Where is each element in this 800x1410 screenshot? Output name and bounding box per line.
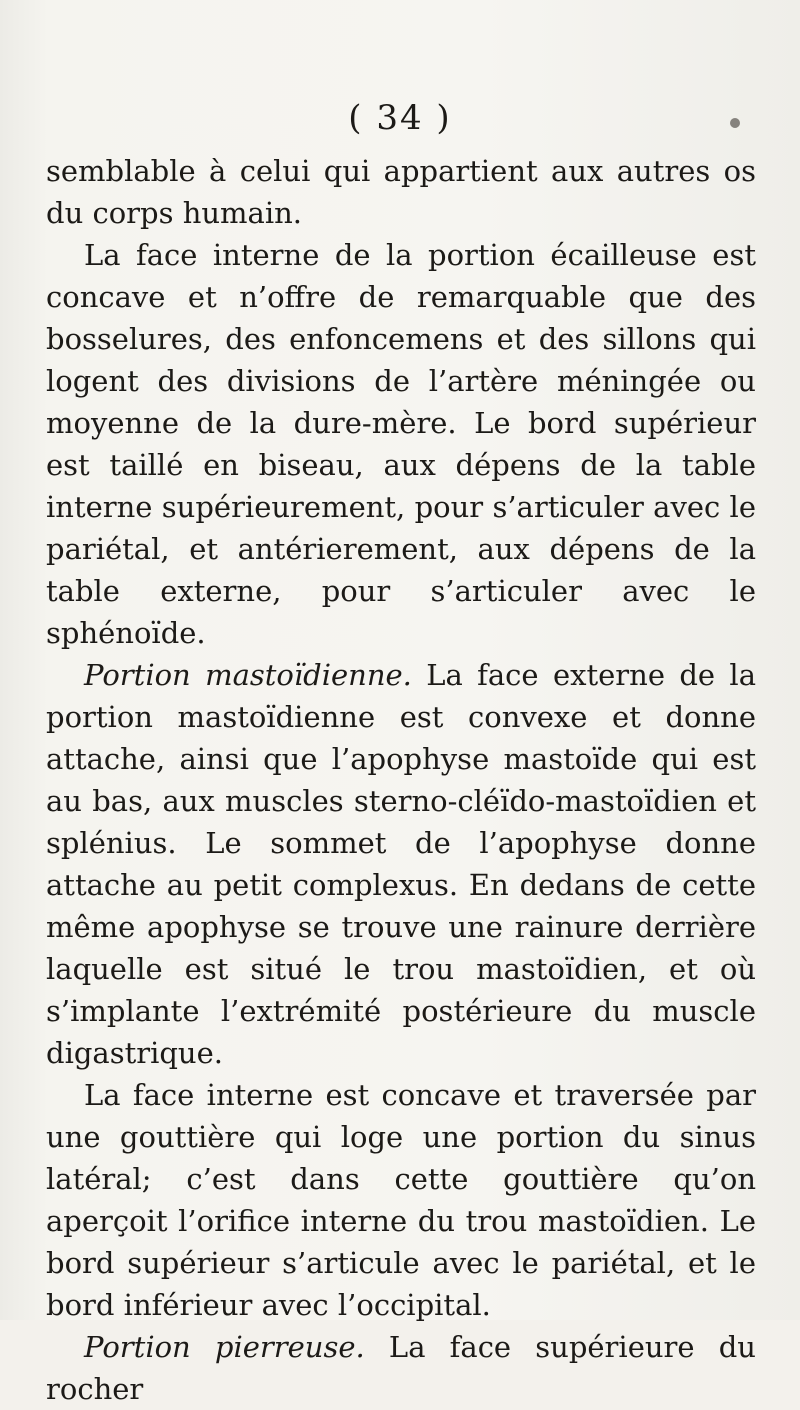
body-text [46,150,756,1410]
paragraph-3-heading: Portion mastoïdienne. [84,658,412,692]
paragraph-2-text: La face interne de la portion écailleuse est concave et n’offre de remarquable que des bosselures, des enfoncemens et des sillons qui logent des divisions de l’artère méningée ou moyenne de la dure-mère. Le bord supérieur est taillé en biseau, aux dépens de la table interne supérieurement, pour s’articuler avec le pariétal, et antérierement, aux dépens de la table externe, pour s’articuler avec le sphénoïde. [46,238,756,650]
page-number: ( 34 ) [348,98,452,138]
paragraph-5 [46,1326,756,1410]
paragraph-3 [46,654,756,1074]
paragraph-5-text: La face supérieure du rocher [46,1330,756,1406]
paragraph-4 [46,1074,756,1326]
paragraph-5-heading: Portion pierreuse. [84,1330,365,1364]
paragraph-2 [46,234,756,654]
paragraph-1 [46,150,756,234]
paragraph-1-text: semblable à celui qui appartient aux autres os du corps humain. [46,154,756,230]
paragraph-3-text: La face externe de la portion mastoïdienne est convexe et donne attache, ainsi que l’apophyse mastoïde qui est au bas, aux muscles sterno-cléïdo-mastoïdien et splénius. Le sommet de l’apophyse donne attache au petit complexus. En dedans de cette même apophyse se trouve une rainure derrière laquelle est situé le trou mastoïdien, et où s’implante l’extrémité postérieure du muscle digastrique. [46,658,756,1070]
paragraph-4-text: La face interne est concave et traversée par une gouttière qui loge une portion du sinus latéral; c’est dans cette gouttière qu’on aperçoit l’orifice interne du trou mastoïdien. Le bord supérieur s’articule avec le pariétal, et le bord inférieur avec l’occipital. [46,1078,756,1322]
